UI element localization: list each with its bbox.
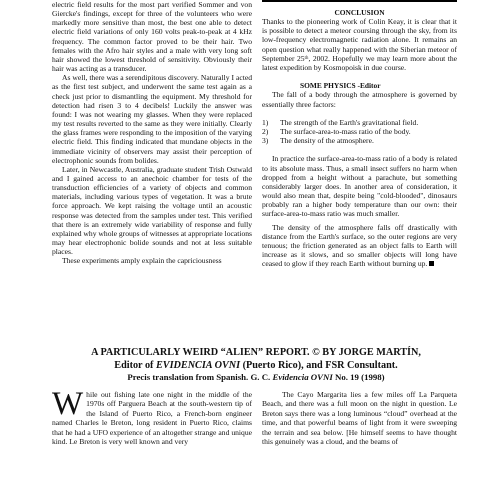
body-paragraph: Later, in Newcastle, Australia, graduate student Trish Ostwald and I gained access to an anechoic chamber for tests of the transduction efficiencies of a variety of objects and common materials, including various types of vegetation. It was a brute force approach. We kept raising the voltage until an acoustic response was detected from the samples under test. This verified that there is an extremely wide variability of response and fully explained why whole groups of witnesses at appropriate locations may hear electrophonic bolide sounds and not at less suitable places.	[52, 164, 252, 257]
drop-cap: W	[52, 386, 84, 422]
article-right-column	[262, 390, 457, 446]
list-item: 2) The surface-area-to-mass ratio of the body.	[262, 127, 411, 136]
left-column	[52, 0, 252, 266]
title-line: A PARTICULARLY WEIRD “ALIEN” REPORT. © BY JORGE MARTÍN,	[91, 347, 421, 358]
physics-heading: SOME PHYSICS -Editor	[300, 81, 381, 91]
body-paragraph: As well, there was a serendipitous discovery. Naturally I acted as the first test subject, and underwent the same test again as a check just prior to dismantling the equipment. My threshold for detection had risen 3 to 4 decibels! Luckily the answer was found: I was not wearing my glasses. When they were replaced my test results reverted to the same as they were initially. Clearly the glass frames were responding to the imposition of the varying electric field. This finding indicated that mundane objects in the immediate vicinity of observers may assist their perception of electrophonic sounds from bolides.	[52, 73, 252, 165]
physics-intro: The fall of a body through the atmosphere is governed by essentially three factors:	[262, 90, 457, 109]
conclusion-heading: CONCLUSION	[334, 8, 385, 17]
article-paragraph: hile out fishing late one night in the middle of the 1970s off Parguera Beach at the south-western tip of the Island of Puerto Rico, a French-born engineer named Charles le Breton, long resident in Puerto Rico, claims that he had a UFO experience of an altogether strange and unique kind. Le Breton is very well known and very	[52, 390, 252, 447]
end-mark-icon	[429, 261, 434, 266]
article-left-column	[52, 386, 252, 447]
body-paragraph: In practice the surface-area-to-mass ratio of a body is related to its absolute mass. Thus, a small insect suffers no harm when dropped from a height without a parachute, but something considerably larger does. In another area of consideration, it would also mean that, despite being "cold-blooded", dinosaurs probably ran a higher body temperature than our own: their surface-area-to-mass ratio was much smaller.	[262, 154, 457, 219]
factor-list	[262, 118, 457, 145]
body-paragraph: These experiments amply explain the capriciousness	[62, 256, 222, 266]
right-column	[262, 0, 457, 268]
article-paragraph: The Cayo Margarita lies a few miles off La Parqueta Beach, and there was a full moon on the night in question. Le Breton says there was a long luminous “cloud” overhead at the time, and that powerful beams of light from it were sweeping the terrain and sea below. [He himself seems to have thought this genuinely was a cloud, and the beams of	[262, 390, 457, 447]
body-paragraph: electric field results for the most part verified Sommer and von Giercke's findings, except for three of the volunteers who were markedly more sensitive than most, the best one able to detect electric field variations of only 160 volts peak-to-peak at 4 kHz frequency. The common factor proved to be their hair. Two females with the Afro hair styles and a male with very long soft hair showed the lowest threshold of sensitivity. Obviously their hair was acting as a transducer.	[52, 0, 252, 74]
list-item: 3) The density of the atmosphere.	[262, 136, 374, 146]
body-paragraph: The density of the atmosphere falls off drastically with distance from the Earth's surface, so the outer regions are very tenuous; the friction generated as an object falls to Earth will increase as it slows, and so smaller objects will long have ceased to glow if they reach Earth without burning up.	[262, 222, 457, 269]
list-item: 1) The strength of the Earth's gravitational field.	[262, 117, 419, 127]
title-source-line: Precis translation from Spanish. G. C. Evidencia OVNI No. 19 (1998)	[127, 372, 385, 382]
title-line: Editor of EVIDENCIA OVNI (Puerto Rico), and FSR Consultant.	[114, 359, 398, 371]
article-title	[44, 347, 468, 383]
conclusion-paragraph: Thanks to the pioneering work of Colin Keay, it is clear that it is possible to detect a meteor coursing through the sky, from its low-frequency electromagnetic radiation alone. It remains an open question what really happened with the Siberian meteor of September 25ᵗʰ, 2002. Hopefully we may learn more about the latest expedition by Kosmopoisk in due course.	[262, 17, 457, 72]
